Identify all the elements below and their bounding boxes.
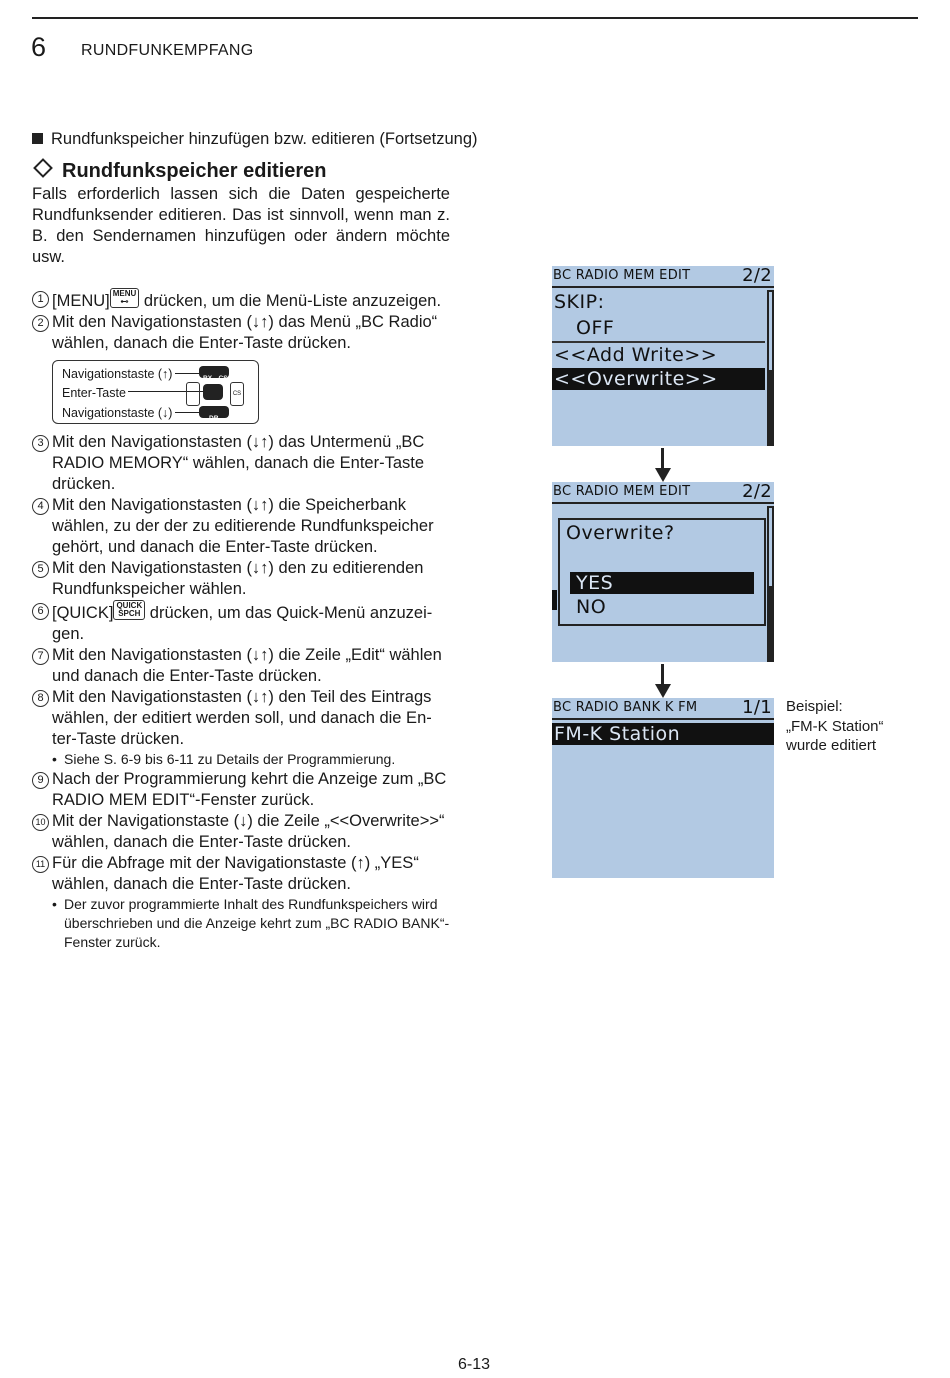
step-3 (32, 432, 450, 495)
enter-key-icon (203, 384, 223, 400)
page-number: 6-13 (458, 1356, 491, 1373)
confirm-dialog (558, 518, 766, 626)
leader-line (175, 412, 201, 413)
scrollbar (767, 506, 774, 662)
step-2-text: Mit den Navigationstasten (↓↑) das Menü „BC Radio“ wählen, danach die Enter-Taste drücken. (52, 313, 438, 352)
step-6 (32, 600, 450, 645)
diamond-icon (33, 158, 53, 178)
step-3-text: Mit den Navigationstasten (↓↑) das Untermenü „BC RADIO MEMORY“ wählen, danach die Enter-Taste drücken. (52, 433, 425, 493)
screen-title: BC RADIO MEM EDIT (553, 268, 691, 283)
subheading (32, 160, 327, 183)
step-1-pre: [MENU] (52, 292, 110, 310)
bullet-icon: • (52, 751, 57, 767)
step-5-text: Mit den Navigationstasten (↓↑) den zu editierenden Rundfunkspeicher wählen. (52, 559, 424, 598)
menu-key-icon: MENU ⊷ (110, 288, 140, 308)
menu-item-skip-value: OFF (576, 317, 615, 339)
bank-item-fm-k-station: FM-K Station (552, 723, 774, 745)
step-number: 3 (32, 435, 49, 452)
intro-paragraph: Falls erforderlich lassen sich die Daten gespeicherte Rundfunksender editieren. Das ist sinnvoll, wenn man z. B. den Sendernamen hinzufügen oder ändern möchte usw. (32, 185, 450, 266)
step-number: 7 (32, 648, 49, 665)
screen-title: BC RADIO BANK K FM (553, 700, 698, 715)
step-10-text: Mit der Navigationstaste (↓) die Zeile „<<Overwrite>>“ wählen, danach die Enter-Taste drücken. (52, 812, 445, 851)
step-4 (32, 495, 450, 558)
step-8-text: Mit den Navigationstasten (↓↑) den Teil des Eintrags wählen, der editiert werden soll, und danach die Enter-Taste drücken. (52, 688, 432, 748)
left-key-icon (186, 382, 200, 406)
note-step-8: • Siehe S. 6-9 bis 6-11 zu Details der Programmierung. (52, 751, 396, 767)
step-number: 4 (32, 498, 49, 515)
step-4-text: Mit den Navigationstasten (↓↑) die Speicherbank wählen, zu der der zu editierende Rundfunkspeicher gehört, und danach die Enter-Taste drücken. (52, 496, 434, 556)
note-step-11: • Der zuvor programmierte Inhalt des Rundfunkspeichers wird überschrieben und die Anzeige kehrt zum „BC RADIO BANK“-Fenster zurück. (52, 896, 450, 950)
subheading-text: Rundfunkspeicher editieren (62, 160, 327, 182)
section-title (32, 130, 478, 149)
step-6-pre: [QUICK] (52, 604, 114, 622)
step-6-text: drücken, um das Quick-Menü anzuzeigen. (52, 604, 433, 643)
enter-label: Enter-Taste (62, 386, 126, 400)
option-no: NO (576, 596, 607, 618)
menu-item-overwrite: <<Overwrite>> (552, 368, 765, 390)
nav-up-label: Navigationstaste (↑) (62, 367, 173, 381)
screen-title: BC RADIO MEM EDIT (553, 484, 691, 499)
step-8 (32, 687, 450, 750)
square-bullet-icon (32, 133, 43, 144)
step-number: 5 (32, 561, 49, 578)
down-arrow-icon (655, 448, 669, 484)
menu-item-skip: SKIP: (554, 291, 605, 313)
step-number: 6 (32, 603, 49, 620)
lcd-screen-mem-edit (552, 266, 774, 446)
nav-down-label: Navigationstaste (↓) (62, 406, 173, 420)
step-9-text: Nach der Programmierung kehrt die Anzeige zum „BC RADIO MEM EDIT“-Fenster zurück. (52, 770, 447, 809)
step-number: 9 (32, 772, 49, 789)
section-title-text: Rundfunkspeicher hinzufügen bzw. editieren (Fortsetzung) (51, 130, 478, 148)
screen-page: 2/2 (742, 266, 772, 286)
screen-title-bar (552, 482, 774, 502)
step-number: 2 (32, 315, 49, 332)
leader-line (175, 373, 201, 374)
lcd-screen-overwrite-dialog (552, 482, 774, 662)
right-key-icon: CS (230, 382, 244, 406)
step-11-text: Für die Abfrage mit der Navigationstaste (↑) „YES“ wählen, danach die Enter-Taste drücken. (52, 854, 419, 893)
chapter-number: 6 (31, 32, 47, 62)
up-key-icon: RX→CS (199, 366, 229, 378)
scrollbar (767, 290, 774, 446)
step-9 (32, 769, 450, 811)
menu-item-add-write: <<Add Write>> (554, 344, 718, 366)
screen-title-bar (552, 698, 774, 718)
step-1 (32, 288, 450, 312)
step-7 (32, 645, 450, 687)
lcd-screen-bank (552, 698, 774, 878)
screen-page: 2/2 (742, 482, 772, 502)
steps-list (32, 288, 450, 952)
dialog-prompt: Overwrite? (566, 522, 675, 544)
step-1-text: drücken, um die Menü-Liste anzuzeigen. (139, 292, 442, 310)
step-5 (32, 558, 450, 600)
step-number: 1 (32, 291, 49, 308)
step-number: 11 (32, 856, 49, 873)
header-rule (32, 17, 918, 19)
down-key-icon: DR (199, 406, 229, 418)
option-yes: YES (570, 572, 754, 594)
step-7-text: Mit den Navigationstasten (↓↑) die Zeile „Edit“ wählen und danach die Enter-Taste drücken. (52, 646, 442, 685)
chapter-title: RUNDFUNKEMPFANG (81, 42, 254, 59)
quick-key-icon: QUICK SPCH (113, 600, 145, 620)
step-11 (32, 853, 450, 895)
screen-page: 1/1 (742, 698, 772, 718)
step-number: 8 (32, 690, 49, 707)
example-caption: Beispiel: „FM-K Station“ wurde editiert (786, 698, 884, 754)
down-arrow-icon (655, 664, 669, 700)
step-number: 10 (32, 814, 49, 831)
navigation-key-diagram (52, 360, 259, 424)
screen-title-bar (552, 266, 774, 286)
step-2 (32, 312, 450, 354)
bullet-icon: • (52, 896, 57, 912)
step-10 (32, 811, 450, 853)
